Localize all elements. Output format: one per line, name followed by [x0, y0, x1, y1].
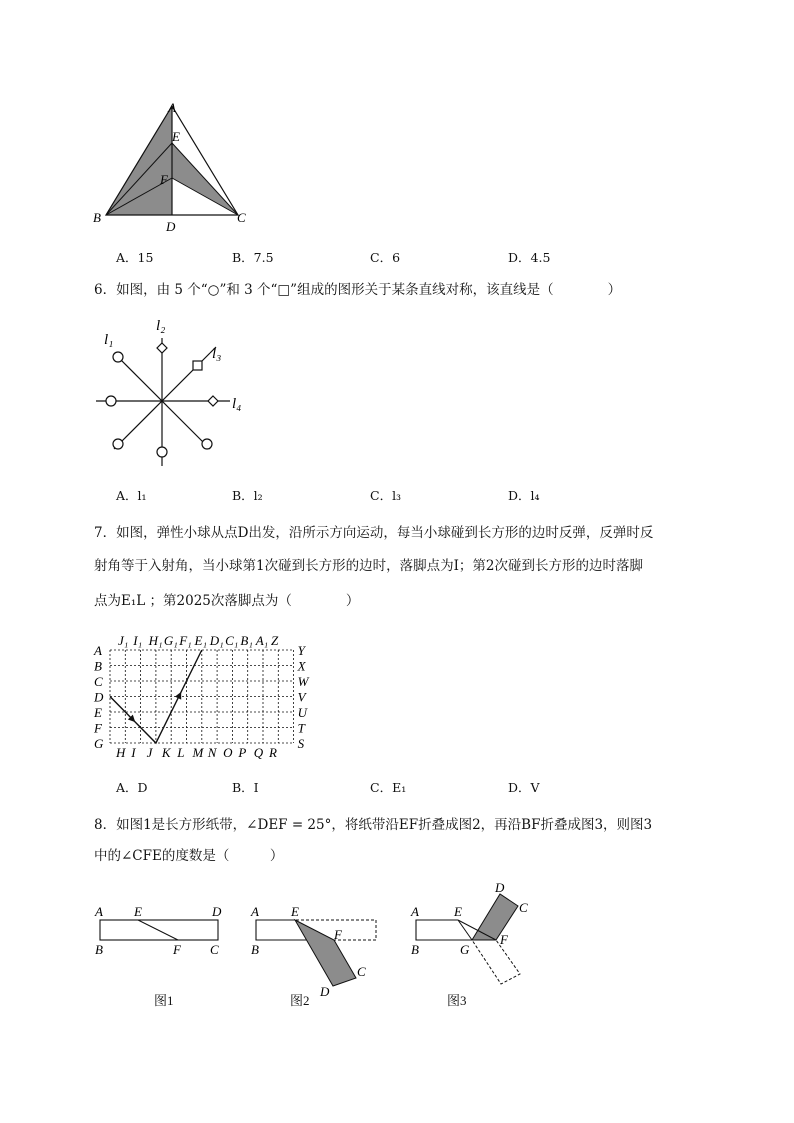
svg-text:B: B: [95, 942, 103, 957]
q5-option-a: A．15: [116, 250, 154, 265]
q7-top-label: F₁: [179, 633, 192, 648]
q6-circle: [106, 396, 116, 406]
svg-text:F: F: [334, 927, 342, 942]
q7-right-label: W: [297, 674, 309, 689]
q6-circle: [113, 439, 123, 449]
q5-label-E: E: [172, 129, 180, 144]
q6-label-l3: l₃: [212, 346, 222, 362]
q7-top-label: H₁: [148, 633, 163, 648]
svg-text:E: E: [454, 904, 462, 919]
q7-bottom-label: H: [116, 745, 126, 760]
svg-text:A: A: [251, 904, 259, 919]
q7-grid-figure: [90, 630, 330, 762]
q6-label-l4: l₄: [232, 396, 242, 412]
q7-right-label: U: [297, 705, 307, 720]
q6-option-a: A．l₁: [116, 488, 147, 503]
q7-left-label: B: [94, 658, 102, 674]
q7-top-label: Z: [271, 633, 279, 648]
q7-bottom-label: M: [192, 745, 204, 760]
q7-left-label: F: [94, 720, 102, 736]
svg-text:F: F: [173, 942, 181, 957]
q7-top-label: B₁: [240, 633, 253, 648]
q7-question-line3: 点为E₁L ；第2025次落脚点为（ ）: [94, 593, 360, 609]
q7-top-label: C₁: [225, 633, 239, 648]
q5-label-A: A: [168, 100, 176, 115]
svg-text:G: G: [460, 942, 470, 957]
q7-right-label: Y: [297, 643, 305, 658]
q8-question-line1: 8．如图1是长方形纸带，∠DEF = 25°，将纸带沿EF折叠成图2，再沿BF折叠成图3，则图3: [94, 817, 653, 833]
q7-option-a: A．D: [116, 780, 148, 795]
q7-top-label: G₁: [163, 633, 178, 648]
q7-option-c: C．E₁: [370, 780, 407, 795]
q6-symmetry-figure: [92, 318, 252, 478]
svg-text:B: B: [251, 942, 259, 957]
q7-bottom-label: L: [177, 745, 185, 760]
svg-text:C: C: [519, 900, 528, 915]
q7-left-label: C: [94, 674, 103, 689]
q6-diamond: [208, 396, 218, 406]
q7-top-label: E₁: [194, 633, 207, 648]
q7-left-label: A: [94, 643, 102, 658]
q8-caption-2: 图2: [290, 993, 310, 1008]
q5-triangle-figure: [90, 98, 260, 238]
q8-caption-3: 图3: [447, 993, 467, 1008]
q5-option-c: C．6: [370, 250, 401, 265]
q7-bottom-label: N: [207, 745, 217, 760]
svg-text:C: C: [210, 942, 219, 957]
q6-option-b: B．l₂: [232, 488, 263, 503]
q6-option-c: C．l₃: [370, 488, 402, 503]
q7-bottom-label: I: [131, 745, 136, 760]
q7-top-label: I₁: [133, 633, 143, 648]
q7-bottom-label: K: [161, 745, 171, 760]
q7-question-line2: 射角等于入射角，当小球第1次碰到长方形的边时，落脚点为I；第2次碰到长方形的边时落脚: [94, 558, 644, 574]
svg-text:E: E: [134, 904, 142, 919]
q7-top-label: A₁: [255, 633, 269, 648]
q8-figure-2: [248, 900, 388, 1000]
q7-option-b: B．I: [232, 780, 259, 795]
q6-circle: [113, 352, 123, 362]
q7-right-label: S: [297, 736, 305, 751]
q7-bottom-label: P: [238, 745, 247, 760]
q6-circle: [202, 439, 212, 449]
svg-text:A: A: [411, 904, 419, 919]
q6-circle: [157, 447, 167, 457]
q6-label-l2: l₂: [156, 318, 166, 334]
q5-label-B: B: [93, 210, 101, 225]
q8-question-line2: 中的∠CFE的度数是（ ）: [94, 848, 284, 864]
q5-label-C: C: [237, 210, 246, 225]
q7-bottom-label: O: [223, 745, 233, 760]
q7-left-label: E: [94, 705, 102, 720]
q8-figure-1: [92, 900, 232, 960]
q7-left-label: D: [94, 689, 104, 705]
svg-text:A: A: [95, 904, 103, 919]
q7-top-label: J₁: [118, 633, 129, 648]
svg-text:F: F: [500, 932, 508, 947]
q6-option-d: D．l₄: [508, 488, 540, 503]
svg-text:D: D: [495, 880, 505, 895]
q7-question-line1: 7．如图，弹性小球从点D出发，沿所示方向运动，每当小球碰到长方形的边时反弹，反弹时反: [94, 525, 654, 541]
q7-bottom-label: Q: [253, 745, 264, 760]
q5-label-F: F: [160, 172, 168, 187]
q5-option-b: B．7.5: [232, 250, 274, 265]
q7-top-label: D₁: [209, 633, 224, 648]
q8-figure-3: [408, 878, 548, 998]
q6-square: [193, 361, 202, 370]
q7-right-label: X: [297, 658, 306, 674]
q7-bottom-label: J: [146, 745, 153, 760]
q7-bottom-label: R: [269, 745, 277, 760]
q6-diamond: [157, 343, 167, 353]
svg-text:B: B: [411, 942, 419, 957]
q7-option-d: D．V: [508, 780, 540, 795]
svg-text:D: D: [320, 984, 330, 999]
q6-question-text: 6．如图，由 5 个“○”和 3 个“□”组成的图形关于某条直线对称，该直线是（ ）: [94, 282, 622, 298]
svg-text:C: C: [357, 964, 366, 979]
q7-left-label: G: [94, 736, 104, 751]
svg-text:D: D: [212, 904, 222, 919]
q7-right-label: V: [297, 689, 306, 705]
q7-right-label: T: [297, 720, 305, 736]
svg-text:E: E: [291, 904, 299, 919]
q5-option-d: D．4.5: [508, 250, 551, 265]
q5-label-D: D: [166, 219, 176, 234]
q6-label-l1: l₁: [104, 332, 114, 348]
q8-caption-1: 图1: [154, 993, 174, 1008]
